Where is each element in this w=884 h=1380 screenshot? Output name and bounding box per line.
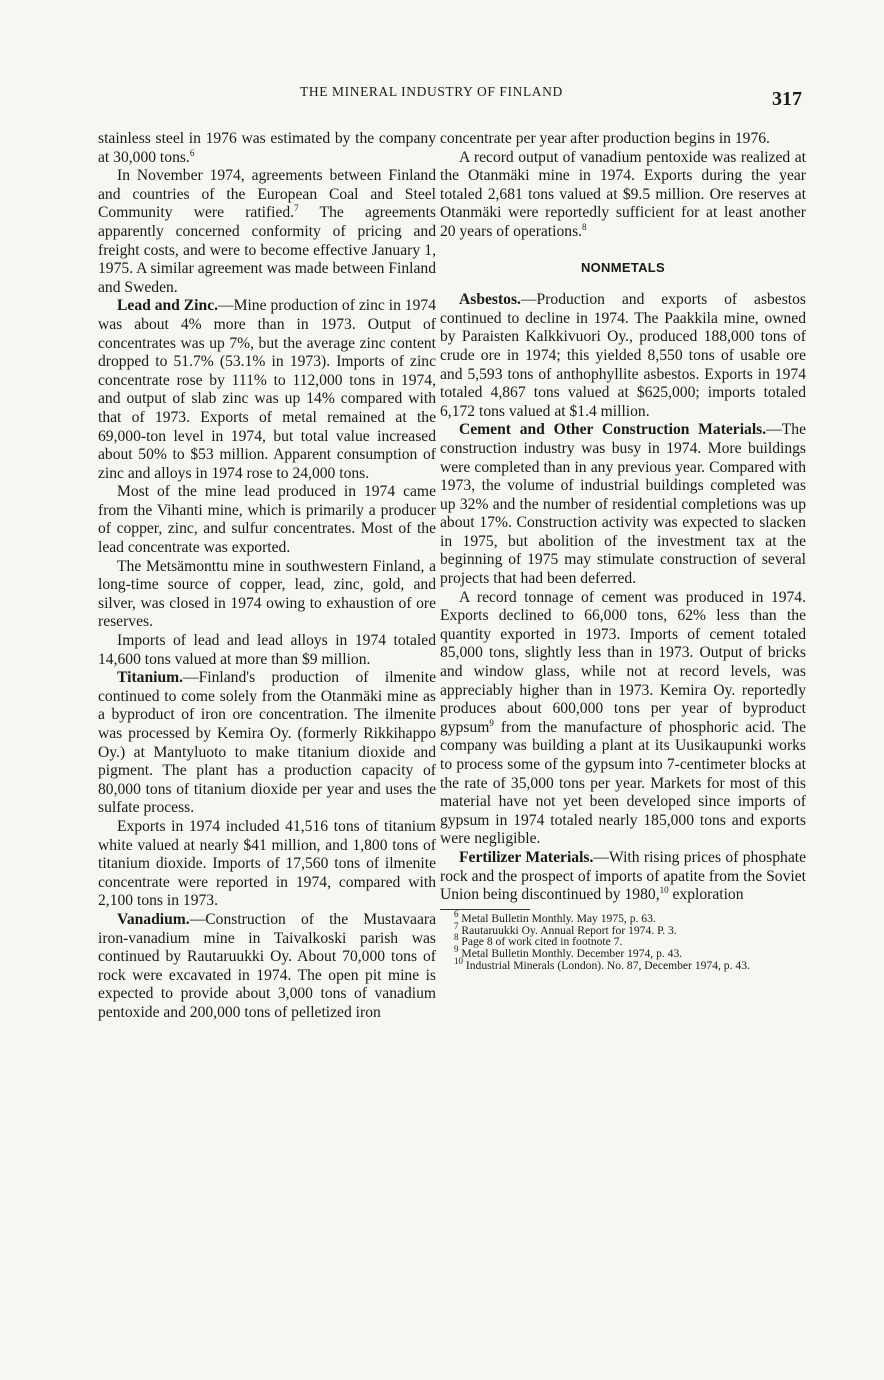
footnote: $^7$ Rautaruukki Oy. Annual Report for 1974. P. 3.	[454, 920, 677, 937]
paragraph: Imports of lead and lead alloys in 1974 totaled 14,600 tons valued at more than $9 million.	[98, 632, 436, 668]
section-title: NONMETALS	[580, 259, 666, 275]
running-head: THE MINERAL INDUSTRY OF FINLAND	[300, 84, 563, 99]
paragraph: In November 1974, agreements between Finland and countries of the European Coal and Steel Community were ratified.$^7$ The agreements apparently concerned conformity of pricing and freight costs, and were to become effective January 1, 1975. A similar agreement was made between Finland and Sweden.	[98, 167, 437, 296]
paragraph-lead: Titanium.	[117, 669, 184, 687]
paragraph: The Metsämonttu mine in southwestern Finland, a long-time source of copper, lead, zinc, gold, and silver, was closed in 1974 owing to exhaustion of ore reserves.	[98, 557, 436, 631]
paragraph: Most of the mine lead produced in 1974 came from the Vihanti mine, which is primarily a producer of copper, zinc, and sulfur concentrates. Most of the lead concentrate was exported.	[98, 483, 436, 557]
paragraph: stainless steel in 1976 was estimated by the company at 30,000 tons.$^6$	[98, 130, 436, 166]
paragraph: concentrate per year after production begins in 1976.	[440, 130, 770, 147]
paragraph-asbestos: Asbestos.—Production and exports of asbestos continued to decline in 1974. The Paakkila mine, owned by Paraisten Kalkkivuori Oy., produced 188,000 tons of crude ore in 1974; this yielded 8,550 tons of usable ore and 5,593 tons of anthophyllite asbestos. Exports in 1974 totaled 4,867 tons valued at $625,000; imports totaled 6,172 tons valued at $1.4 million.	[440, 291, 806, 420]
footnote-ref: 8	[582, 221, 587, 232]
paragraph-fertilizer: Fertilizer Materials.—With rising prices of phosphate rock and the prospect of imports of apatite from the Soviet Union being discontinued by 1980,10 exploration	[440, 848, 806, 904]
footnote: $^6$ Metal Bulletin Monthly. May 1975, p. 63.	[454, 908, 656, 925]
paragraph-lead: Vanadium.	[117, 910, 190, 928]
footnote: $^9$ Metal Bulletin Monthly. December 1974, p. 43.	[454, 944, 683, 961]
paragraph-lead-and-zinc: Lead and Zinc.—Mine production of zinc in 1974 was about 4% more than in 1973. Output of concentrates was up 7%, but the average zinc content dropped to 51.7% (53.1% in 1973). Imports of zinc concentrate rose by 111% to 112,000 tons in 1974, and output of slab zinc was up 14% compared with that of 1973. Exports of metal remained at the 69,000-ton level in 1974, but total value increased about 50% to $53 million. Apparent consumption of zinc and alloys in 1974 rose to 24,000 tons.	[98, 297, 436, 482]
paragraph: Exports in 1974 included 41,516 tons of titanium white valued at nearly $41 million, and 1,800 tons of titanium dioxide. Imports of 17,560 tons of ilmenite concentrate were reported in 1974, compared with 2,100 tons in 1973.	[98, 817, 436, 910]
paragraph-cement: Cement and Other Construction Materials.—The construction industry was busy in 1974. More buildings were completed than in any previous year. Compared with 1973, the volume of industrial buildings completed was up 32% and the number of residential completions was up about 17%. Construction activity was expected to slacken in 1975, but abolition of the investment tax at the beginning of 1975 may stimulate construction of several projects that had been deferred.	[440, 421, 806, 588]
paragraph: A record output of vanadium pentoxide was realized at the Otanmäki mine in 1974. Exports during the year totaled 2,681 tons valued at $9.5 million. Ore reserves at Otanmäki were reportedly sufficient for at least another 20 years of operations.$^8$	[440, 148, 806, 240]
paragraph: A record tonnage of cement was produced in 1974. Exports declined to 66,000 tons, 62% less than the quantity exported in 1973. Imports of cement totaled 85,000 tons, slightly less than in 1973. Output of bricks and window glass, while not at record levels, was appreciably higher than in 1973. Kemira Oy. reportedly produces about 600,000 tons per year of byproduct gypsum$^9$ from the manufacture of phosphoric acid. The company was building a plant at its Uusikaupunki works to process some of the gypsum into 7-centimeter blocks at the rate of 35,000 tons per year. Markets for most of this material have not yet been developed since imports of gypsum in 1974 totaled nearly 185,000 tons and exports were negligible.	[440, 588, 806, 848]
paragraph-titanium: Titanium.—Finland's production of ilmenite continued to come solely from the Otanmäki mine as a byproduct of iron ore concentration. The ilmenite was processed by Kemira Oy. (formerly Rikkihappo Oy.) at Mantyluoto to make titanium dioxide and pigment. The plant has a production capacity of 80,000 tons of titanium dioxide per year and uses the sulfate process.	[98, 669, 436, 817]
left-column	[98, 130, 436, 1023]
paragraph-lead: Fertilizer Materials.	[459, 848, 594, 866]
paragraph-vanadium: Vanadium.—Construction of the Mustavaara iron-vanadium mine in Taivalkoski parish was continued by Rautaruukki Oy. About 70,000 tons of rock were excavated in 1974. The open pit mine is expected to provide about 3,000 tons of vanadium pentoxide and 200,000 tons of pelletized iron	[98, 910, 436, 1021]
paragraph-lead: Asbestos.	[459, 291, 521, 309]
right-column	[440, 130, 806, 972]
footnote: $^8$ Page 8 of work cited in footnote 7.	[454, 932, 623, 949]
paragraph-lead: Lead and Zinc.	[117, 297, 219, 315]
footnote-ref: 9	[489, 717, 494, 728]
footnote: $^{10}$ Industrial Minerals (London). No. 87, December 1974, p. 43.	[454, 956, 750, 972]
footnote-ref: 10	[659, 884, 669, 895]
page-number: 317	[772, 88, 802, 110]
footnotes	[440, 908, 806, 972]
footnote-ref: 6	[189, 147, 195, 158]
paragraph-lead: Cement and Other Construction Materials.	[459, 421, 767, 439]
footnote-ref: 7	[294, 203, 299, 214]
